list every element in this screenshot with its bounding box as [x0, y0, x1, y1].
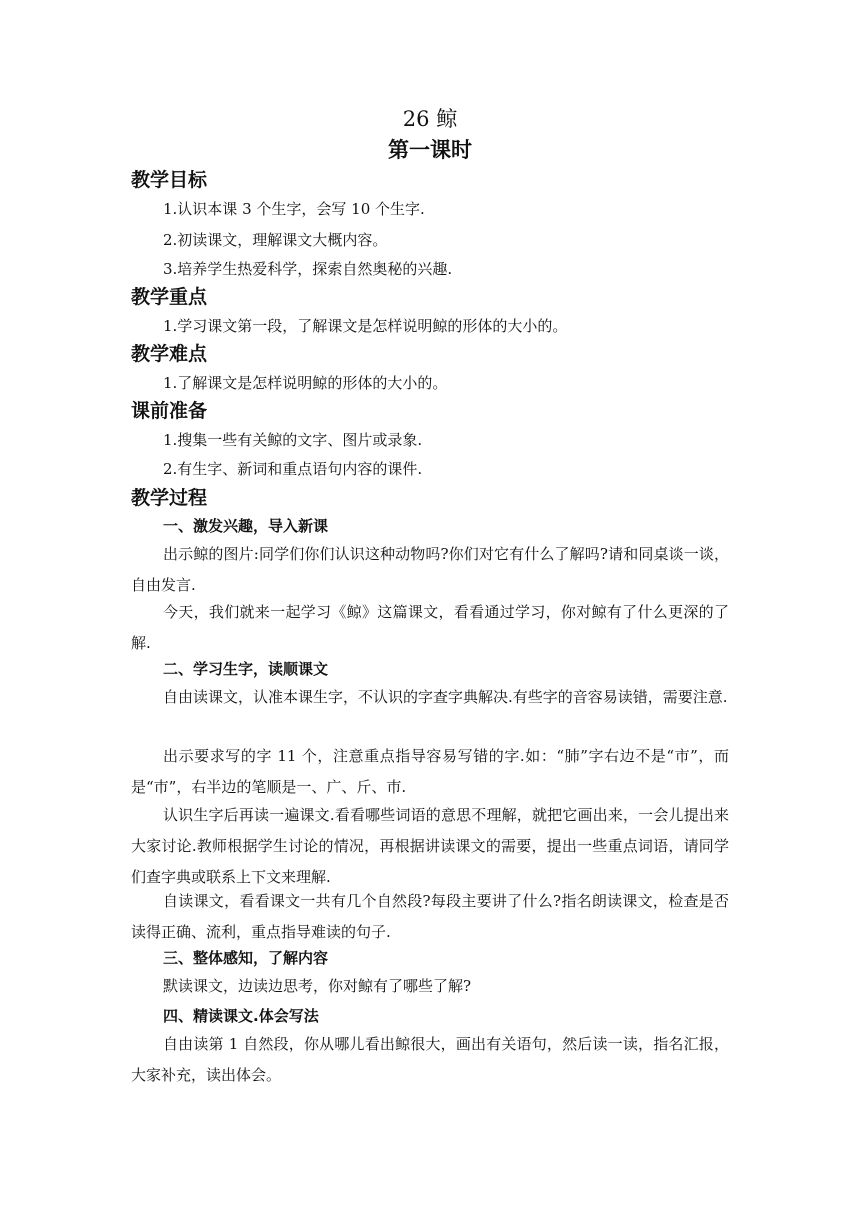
step1-paragraph-1: 出示鲸的图片:同学们你们认识这种动物吗?你们对它有什么了解吗?请和同桌谈一谈，自由发言. — [131, 545, 729, 594]
step2-paragraph-1: 自由读课文，认准本课生字，不认识的字查字典解决.有些字的音容易读错，需要注意. — [163, 688, 728, 706]
difficulty-item-1: 1.了解课文是怎样说明鲸的形体的大小的。 — [163, 374, 448, 392]
step-title-4: 四、精读课文.体会写法 — [163, 1007, 319, 1025]
step3-paragraph-1: 默读课文，边读边思考，你对鲸有了哪些了解? — [163, 977, 472, 995]
lesson-title: 26 鲸 — [402, 107, 458, 131]
step-title-2: 二、学习生字，读顺课文 — [163, 660, 329, 678]
step2-paragraph-2: 出示要求写的字 11 个，注意重点指导容易写错的字.如：“肺”字右边不是“市”，而是“巿”，右半边的笔顺是一、广、斤、巿. — [131, 747, 729, 796]
step1-paragraph-2: 今天，我们就来一起学习《鲸》这篇课文，看看通过学习，你对鲸有了什么更深的了解. — [131, 603, 729, 652]
section-heading-difficulties: 教学难点 — [131, 343, 208, 365]
section-heading-key-points: 教学重点 — [131, 286, 208, 308]
section-heading-preparation: 课前准备 — [131, 400, 208, 422]
objective-item-2: 2.初读课文，理解课文大概内容。 — [163, 231, 388, 249]
step2-paragraph-3: 认识生字后再读一遍课文.看看哪些词语的意思不理解，就把它画出来，一会儿提出来大家讨论.教师根据学生讨论的情况，再根据讲读课文的需要，提出一些重点词语，请同学们查字典或联系上下文来理解. — [131, 806, 729, 886]
key-point-item-1: 1.学习课文第一段，了解课文是怎样说明鲸的形体的大小的。 — [163, 317, 568, 335]
lesson-subtitle: 第一课时 — [388, 138, 472, 162]
step2-paragraph-4: 自读课文，看看课文一共有几个自然段?每段主要讲了什么?指名朗读课文，检查是否读得正确、流利，重点指导难读的句子. — [131, 892, 729, 941]
preparation-item-2: 2.有生字、新词和重点语句内容的课件. — [163, 460, 423, 478]
section-heading-process: 教学过程 — [131, 487, 208, 509]
objective-item-1: 1.认识本课 3 个生字，会写 10 个生字. — [163, 200, 425, 218]
preparation-item-1: 1.搜集一些有关鲸的文字、图片或录象. — [163, 431, 423, 449]
section-heading-objectives: 教学目标 — [131, 169, 208, 191]
step-title-1: 一、激发兴趣，导入新课 — [163, 517, 329, 535]
step4-paragraph-1: 自由读第 1 自然段，你从哪儿看出鲸很大，画出有关语句，然后读一读，指名汇报，大家补充，读出体会。 — [131, 1035, 729, 1084]
objective-item-3: 3.培养学生热爱科学，探索自然奥秘的兴趣. — [163, 260, 453, 278]
step-title-3: 三、整体感知，了解内容 — [163, 949, 329, 967]
